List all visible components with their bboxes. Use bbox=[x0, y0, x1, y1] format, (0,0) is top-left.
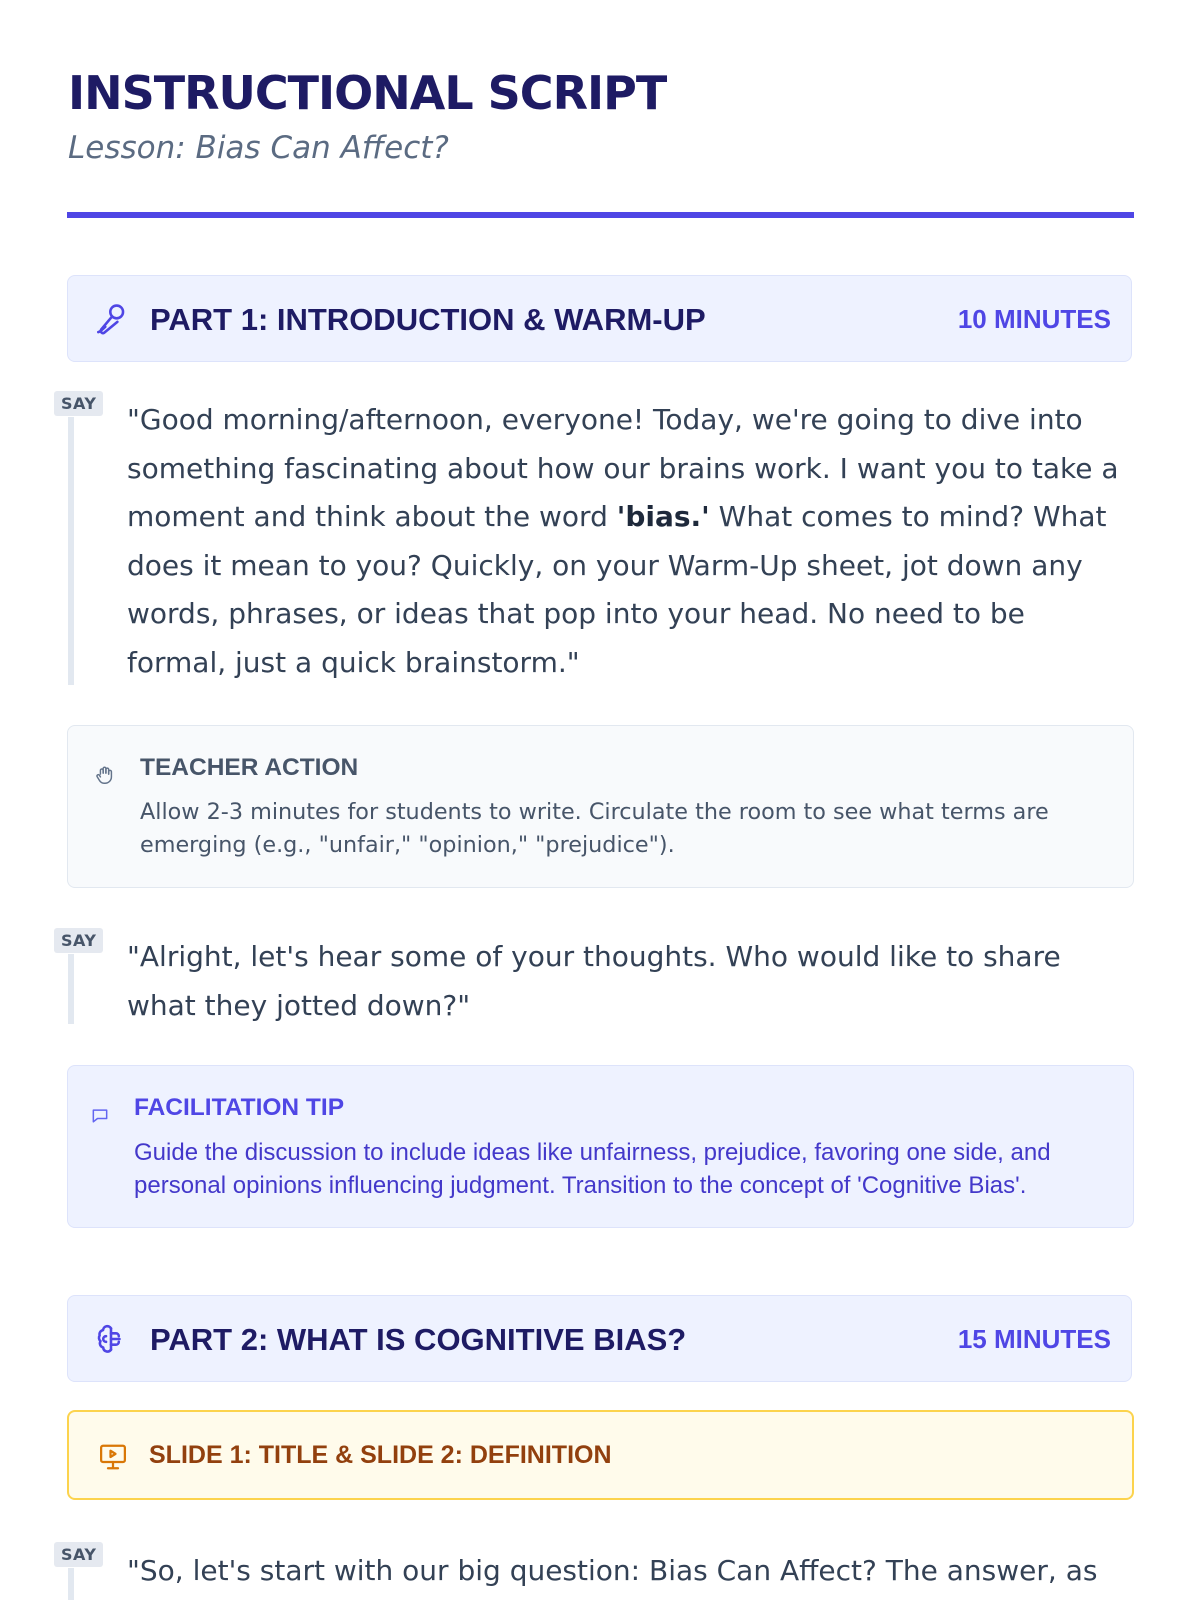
title-divider bbox=[67, 212, 1134, 218]
say-text-part: "Good morning/afternoon, everyone! Today, we're going to dive into something fascinating about how our brains work. I want you to take a moment and think about the word bbox=[127, 403, 1119, 533]
say-rail bbox=[68, 954, 74, 1024]
say-rail bbox=[68, 1568, 74, 1600]
speech-bubble-icon bbox=[90, 1106, 110, 1126]
facilitation-tip-label: FACILITATION TIP bbox=[134, 1094, 345, 1121]
say-text: "So, let's start with our big question: Bias Can Affect? The answer, as bbox=[127, 1554, 1098, 1587]
lesson-subtitle: Lesson: Bias Can Affect? bbox=[68, 130, 449, 166]
slide-cue-box bbox=[67, 1410, 1134, 1500]
facilitation-tip-text: Guide the discussion to include ideas like unfairness, prejudice, favoring one side, and personal opinions influencing judgment. Transition to the concept of 'Cognitive Bias'. bbox=[134, 1139, 1051, 1199]
say-block bbox=[54, 391, 1134, 685]
microphone-icon bbox=[94, 302, 128, 336]
part-1-title: PART 1: INTRODUCTION & WARM-UP bbox=[150, 302, 706, 337]
say-tag: SAY bbox=[54, 391, 103, 416]
part-2-title: PART 2: WHAT IS COGNITIVE BIAS? bbox=[150, 1322, 687, 1357]
part-1-header bbox=[67, 275, 1132, 362]
hand-icon bbox=[94, 764, 116, 786]
teacher-action-box bbox=[67, 725, 1134, 888]
say-text-emphasis: 'bias.' bbox=[616, 500, 710, 533]
say-text: "Alright, let's hear some of your thoughts. Who would like to share what they jotted down?" bbox=[127, 940, 1061, 1022]
say-text bbox=[127, 396, 1127, 687]
teacher-action-text: Allow 2-3 minutes for students to write. Circulate the room to see what terms are emerging (e.g., "unfair," "opinion," "prejudice"). bbox=[140, 799, 1049, 858]
part-2-header bbox=[67, 1295, 1132, 1382]
say-tag: SAY bbox=[54, 928, 103, 953]
say-rail bbox=[68, 417, 74, 685]
slide-cue-label: SLIDE 1: TITLE & SLIDE 2: DEFINITION bbox=[149, 1441, 612, 1469]
say-block bbox=[54, 928, 1134, 1024]
document-title: INSTRUCTIONAL SCRIPT bbox=[68, 66, 667, 120]
teacher-action-label: TEACHER ACTION bbox=[140, 754, 359, 781]
brain-icon bbox=[94, 1322, 128, 1356]
part-2-duration: 15 MINUTES bbox=[957, 1324, 1111, 1354]
say-tag: SAY bbox=[54, 1542, 103, 1567]
say-text-part: What comes to mind? What does it mean to you? Quickly, on your Warm-Up sheet, jot down any words, phrases, or ideas that pop into your head. No need to be formal, just a quick brainstorm." bbox=[127, 500, 1107, 679]
facilitation-tip-box bbox=[67, 1065, 1134, 1228]
part-1-duration: 10 MINUTES bbox=[957, 304, 1111, 334]
say-block bbox=[54, 1542, 1134, 1600]
presentation-icon bbox=[97, 1442, 129, 1472]
